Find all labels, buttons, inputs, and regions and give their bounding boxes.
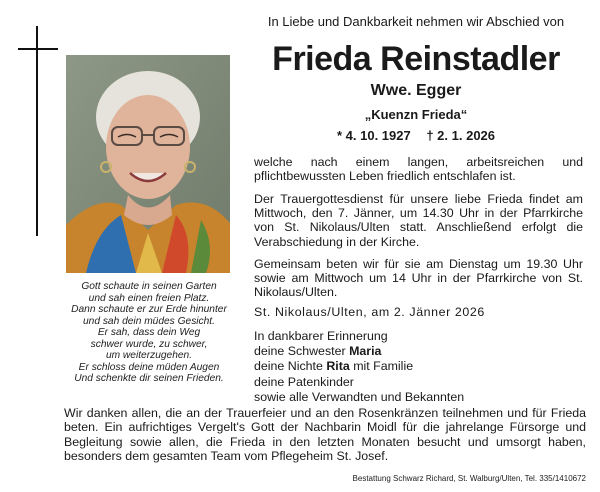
poem [60,281,238,385]
poem-line: Dann schaute er zur Erde hinunter [71,304,227,315]
memory-line: deine Schwester Maria [254,344,382,359]
place-date: St. Nikolaus/Ulten, am 2. Jänner 2026 [254,305,485,319]
prayer-paragraph: Gemeinsam beten wir für sie am Dienstag um 19.30 Uhr sowie am Mittwoch um 14 Uhr in der Pfarrkirche von St. Nikolaus/Ulten. [254,257,583,300]
memory-line: sowie alle Verwandten und Bekannten [254,389,465,404]
poem-line: schwer wurde, zu schwer, [90,338,208,350]
poem-line: Und schenkte dir seinen Frieden. [74,373,224,384]
mourners-list [254,329,583,405]
death-date: † 2. 1. 2026 [426,128,496,143]
cross-icon [36,26,38,236]
memory-line: deine Nichte Rita mit Familie [254,359,414,374]
maiden-name: Wwe. Egger [370,82,462,99]
poem-line: und sah dein müdes Gesicht. [83,315,215,327]
poem-line: Er schloss deine müden Augen [78,361,220,373]
funeral-paragraph: Der Trauergottesdienst für unsere liebe Frieda findet am Mittwoch, den 7. Jänner, um 14.30 Uhr in der Pfarrkirche von St. Nikolaus/Ulten statt. Anschließend erfolgt die Verabschiedung in der Kirche. [254,192,583,249]
life-dates [246,128,586,143]
birth-date: * 4. 10. 1927 [336,128,411,143]
passing-paragraph: welche nach einem langen, arbeitsreichen und pflichtbewussten Leben friedlich entschlafen ist. [254,155,583,184]
portrait-photo [66,55,230,273]
deceased-name: Frieda Reinstadler [272,40,560,78]
nickname: „Kuenzn Frieda“ [364,107,468,122]
poem-line: Er sah, dass dein Weg [97,327,201,338]
poem-line: und sah einen freien Platz. [88,292,210,304]
poem-line: um weiterzugehen. [105,350,193,361]
memory-line: deine Patenkinder [254,374,354,389]
memory-line: In dankbarer Erinnerung [254,329,388,343]
intro-line: In Liebe und Dankbarkeit nehmen wir Abschied von [267,14,565,29]
funeral-home-footer: Bestattung Schwarz Richard, St. Walburg/Ulten, Tel. 335/1410672 [352,474,586,483]
cross-icon-bar [18,48,58,50]
poem-line: Gott schaute in seinen Garten [81,281,217,292]
thanks-paragraph: Wir danken allen, die an der Trauerfeier und an den Rosenkränzen teilnehmen und für Frieda beten. Ein aufrichtiges Vergelt's Gott der Nachbarin Moidl für die jahrelange Fürsorge und Begleitung sowie allen, die Frieda in den letzten Monaten besucht und umsorgt haben, besonders dem gesamten Team vom Pflegeheim St. Josef. [64,406,586,464]
